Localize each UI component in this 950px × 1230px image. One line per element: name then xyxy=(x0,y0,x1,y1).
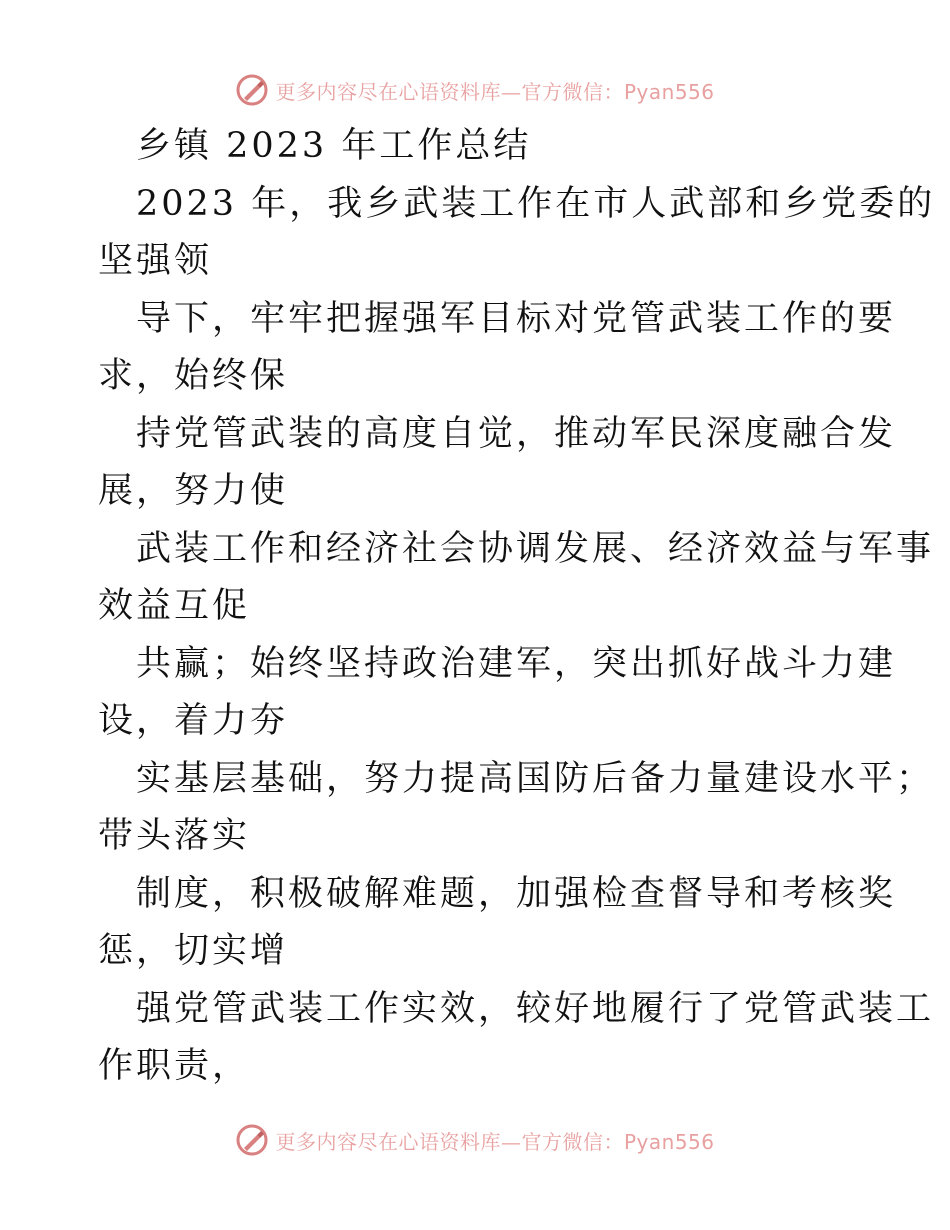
paragraph-line: 坚强领 xyxy=(98,241,213,281)
paragraph-line: 带头落实 xyxy=(98,816,251,856)
paragraph-line: 导下，牢牢把握强军目标对党管武装工作的要 xyxy=(136,298,897,339)
pen-logo-icon xyxy=(235,73,269,107)
document-body xyxy=(98,118,936,1096)
pen-logo-icon xyxy=(235,1123,269,1157)
paragraph-line: 强党管武装工作实效，较好地履行了党管武装工 xyxy=(136,988,935,1029)
watermark-wechat-id: Pyan556 xyxy=(623,1129,715,1154)
watermark-footer xyxy=(0,1120,950,1160)
paragraph-line: 实基层基础，努力提高国防后备力量建设水平； xyxy=(136,758,935,799)
watermark-text: 更多内容尽在心语资料库—官方微信：Pyan556 xyxy=(275,1129,715,1154)
paragraph-line: 效益互促 xyxy=(98,586,251,626)
document-title: 乡镇 2023 年工作总结 xyxy=(136,126,532,166)
paragraph-line: 设，着力夯 xyxy=(98,701,289,741)
paragraph-line: 求，始终保 xyxy=(98,356,289,396)
watermark-text: 更多内容尽在心语资料库—官方微信：Pyan556 xyxy=(275,79,715,104)
paragraph-line: 制度，积极破解难题，加强检查督导和考核奖 xyxy=(136,873,897,914)
watermark-header xyxy=(0,70,950,110)
paragraph-line: 共赢；始终坚持政治建军，突出抓好战斗力建 xyxy=(136,643,897,684)
watermark-wechat-id: Pyan556 xyxy=(623,79,715,104)
paragraph-line: 展，努力使 xyxy=(98,471,289,511)
paragraph-line: 武装工作和经济社会协调发展、经济效益与军事 xyxy=(136,528,935,569)
paragraph-line: 作职责， xyxy=(98,1046,251,1086)
paragraph-line: 持党管武装的高度自觉，推动军民深度融合发 xyxy=(136,413,897,454)
paragraph-line: 惩，切实增 xyxy=(98,931,289,971)
paragraph-line: 2023 年，我乡武装工作在市人武部和乡党委的 xyxy=(136,183,936,224)
